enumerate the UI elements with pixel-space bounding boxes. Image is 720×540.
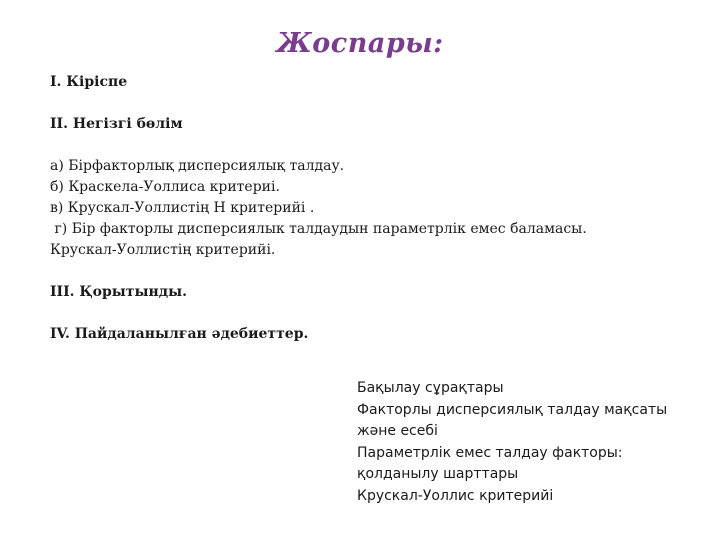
questions-heading: Бақылау сұрақтары	[357, 380, 504, 396]
control-questions	[357, 378, 697, 507]
outline-spacer	[50, 303, 690, 324]
question-line: Параметрлік емес талдау факторы:	[357, 444, 623, 461]
question-line: қолданылу шарттары	[357, 466, 519, 482]
outline-spacer	[50, 135, 690, 156]
outline-item-a: а) Бірфакторлық дисперсиялық талдау.	[50, 158, 345, 174]
question-line: Факторлы дисперсиялық талдау мақсаты	[357, 401, 668, 418]
outline-conclusion: III. Қорытынды.	[50, 284, 188, 300]
outline-main-part: II. Негізгі бөлім	[50, 116, 183, 132]
outline-references: IV. Пайдаланылған әдебиеттер.	[50, 326, 309, 342]
slide-title: Жоспары:	[276, 28, 444, 59]
outline-item-b: б) Краскела-Уоллиса критериі.	[50, 179, 280, 195]
outline-spacer	[50, 93, 690, 114]
question-line: және есебі	[357, 423, 438, 439]
outline-item-d-line2: Крускал-Уоллистің критерийі.	[50, 242, 276, 258]
outline-item-c: в) Крускал-Уоллистің Н критерийі .	[50, 200, 315, 216]
plan-outline	[50, 72, 690, 345]
outline-item-d-line1: г) Бір факторлы дисперсиялык талдаудын параметрлік емес баламасы.	[50, 221, 587, 237]
question-line: Крускал-Уоллис критерийі	[357, 487, 554, 504]
outline-spacer	[50, 261, 690, 282]
outline-intro: I. Кіріспе	[50, 74, 128, 90]
